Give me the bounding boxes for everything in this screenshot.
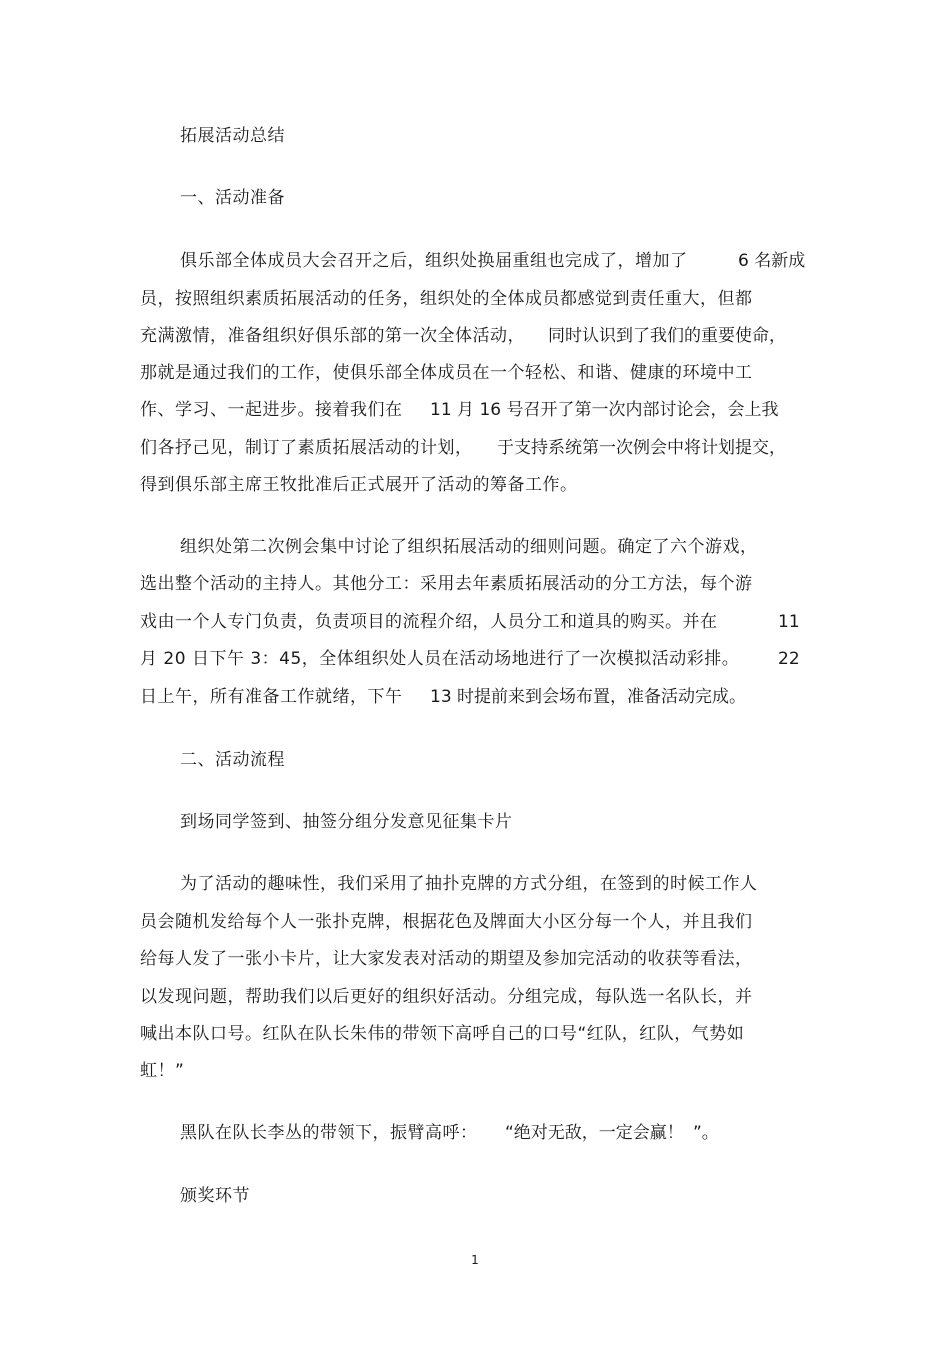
paragraph-line: 日上午，所有准备工作就绪，下午: [140, 687, 403, 707]
paragraph-line: 得到俱乐部主席王牧批准后正式展开了活动的筹备工作。: [140, 475, 578, 495]
paragraph-line: 俱乐部全体成员大会召开之后，组织处换届重组也完成了，增加了: [180, 251, 688, 271]
paragraph-line-fragment: 于支持系统第一次例会中将计划提交，: [497, 438, 786, 458]
paragraph-line: 黑队在队长李丛的带领下，振臂高呼：: [180, 1123, 478, 1143]
paragraph-line: 虹！”: [140, 1061, 185, 1081]
paragraph-line: 戏由一个人专门负责，负责项目的流程介绍，人员分工和道具的购买。并在: [140, 612, 718, 632]
paragraph-line: 充满激情，准备组织好俱乐部的第一次全体活动，: [140, 326, 525, 346]
paragraph-line: 为了活动的趣味性，我们采用了抽扑克牌的方式分组，在签到的时候工作人: [180, 874, 758, 894]
paragraph-line-fragment: ”。: [693, 1123, 719, 1143]
paragraph-line-fragment: 11 月 16 号召开了第一次内部讨论会，会上我: [430, 400, 779, 420]
subheading-sign-in: 到场同学签到、抽签分组分发意见征集卡片: [180, 812, 513, 832]
paragraph-line: 以发现问题，帮助我们以后更好的组织好活动。分组完成，每队选一名队长，并: [140, 987, 753, 1007]
subheading-awards: 颁奖环节: [180, 1186, 250, 1206]
paragraph-line: 们各抒己见，制订了素质拓展活动的计划，: [140, 438, 473, 458]
paragraph-line-fragment: 11: [778, 612, 800, 632]
paragraph-line: 员，按照组织素质拓展活动的任务，组织处的全体成员都感觉到责任重大，但都: [140, 289, 753, 309]
paragraph-line: 给每人发了一张小卡片，让大家发表对活动的期望及参加完活动的收获等看法，: [140, 949, 753, 969]
paragraph-line: 喊出本队口号。红队在队长朱伟的带领下高呼自己的口号“红队，红队，气势如: [140, 1024, 745, 1044]
paragraph-line-fragment: 6 名新成: [738, 251, 806, 271]
paragraph-line-fragment: 同时认识到了我们的重要使命，: [548, 326, 786, 346]
paragraph-line-fragment: “绝对无敌，一定会赢！: [505, 1123, 684, 1143]
paragraph-line-fragment: 13 时提前来到会场布置，准备活动完成。: [430, 687, 747, 707]
paragraph-line: 组织处第二次例会集中讨论了组织拓展活动的细则问题。确定了六个游戏，: [180, 537, 758, 557]
paragraph-line: 员会随机发给每个人一张扑克牌，根据花色及牌面大小区分每一个人，并且我们: [140, 912, 753, 932]
page-number: 1: [471, 1253, 479, 1267]
section-heading-process: 二、活动流程: [180, 750, 285, 770]
paragraph-line: 月 20 日下午 3：45，全体组织处人员在活动场地进行了一次模拟活动彩排。: [140, 649, 740, 669]
paragraph-line: 那就是通过我们的工作，使俱乐部全体成员在一个轻松、和谐、健康的环境中工: [140, 363, 753, 383]
paragraph-line: 作、学习、一起进步。接着我们在: [140, 400, 403, 420]
section-heading-preparation: 一、活动准备: [180, 188, 285, 208]
paragraph-line: 选出整个活动的主持人。其他分工：采用去年素质拓展活动的分工方法，每个游: [140, 574, 753, 594]
paragraph-line-fragment: 22: [778, 649, 800, 669]
document-title: 拓展活动总结: [180, 126, 285, 146]
